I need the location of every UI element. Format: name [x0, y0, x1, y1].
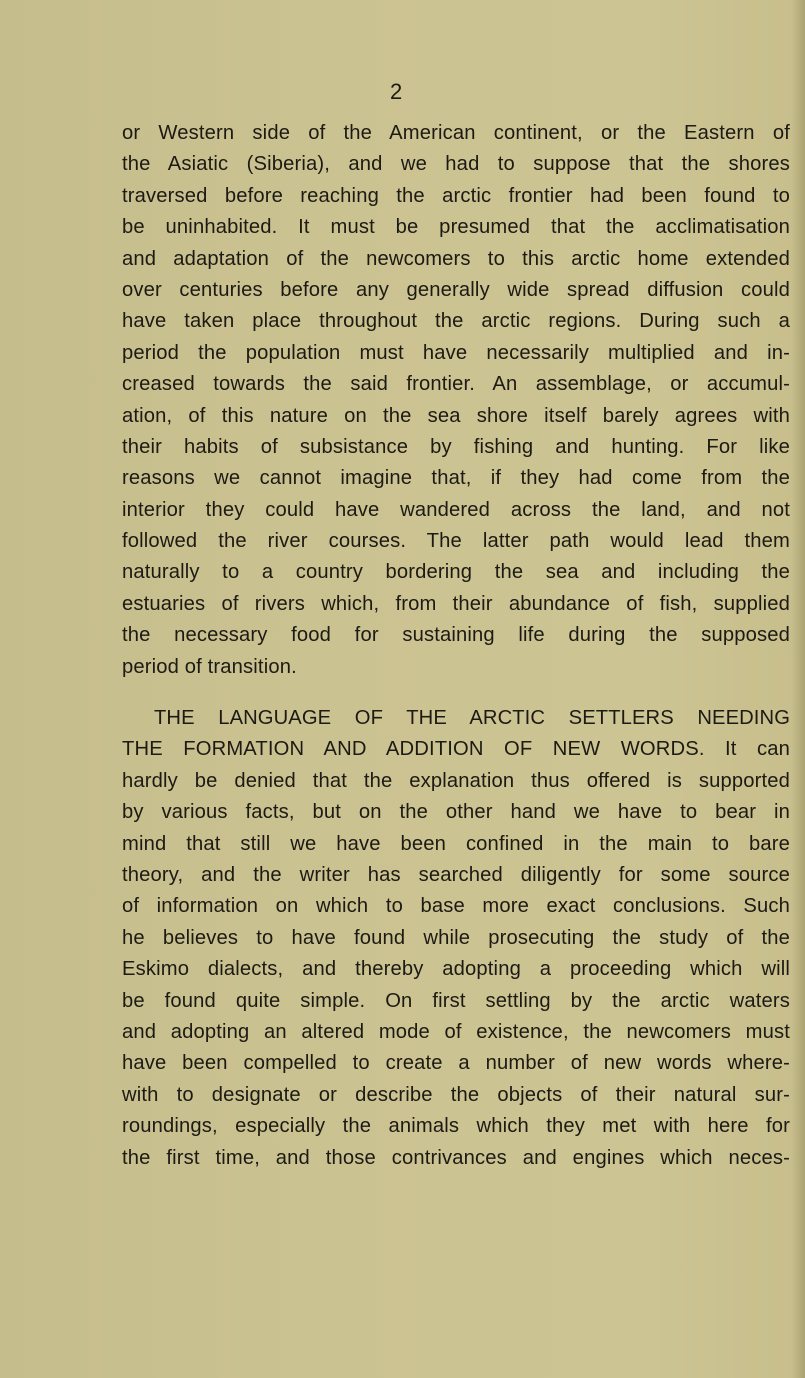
text-line: be uninhabited. It must be presumed that the acclimatisation: [122, 216, 790, 239]
text-line: or Western side of the American continent, or the Eastern of: [122, 122, 790, 144]
text-line: have taken place throughout the arctic regions. During such a: [122, 310, 790, 333]
text-line: roundings, especially the animals which they met with here for: [122, 1115, 790, 1138]
text-line: he believes to have found while prosecuting the study of the: [122, 926, 790, 949]
text-line: of information on which to base more exact conclusions. Such: [122, 895, 790, 918]
text-line: with to designate or describe the objects of their natural sur-: [122, 1083, 790, 1106]
text-line: period the population must have necessarily multiplied and in-: [122, 341, 790, 364]
text-line: Eskimo dialects, and thereby adopting a proceeding which will: [122, 958, 790, 981]
section-heading-line: THE FORMATION AND ADDITION OF NEW WORDS. It can: [122, 738, 790, 761]
text-line: over centuries before any generally wide spread diffusion could: [122, 278, 790, 301]
page-edge-shadow: [791, 0, 805, 1378]
paragraph-gap: [122, 683, 790, 703]
text-line: the necessary food for sustaining life during the supposed: [122, 624, 790, 647]
text-line: and adopting an altered mode of existence, the newcomers must: [122, 1020, 790, 1043]
text-line: hardly be denied that the explanation thus offered is supported: [122, 769, 790, 792]
text-line: the first time, and those contrivances and engines which neces-: [122, 1146, 790, 1169]
text-line: naturally to a country bordering the sea and including the: [122, 561, 790, 584]
text-line: traversed before reaching the arctic frontier had been found to: [122, 184, 790, 207]
text-line: creased towards the said frontier. An assemblage, or accumul-: [122, 373, 790, 396]
page-number: 2: [390, 79, 403, 104]
text-line: their habits of subsistance by fishing and hunting. For like: [122, 435, 790, 458]
text-line: followed the river courses. The latter path would lead them: [122, 530, 790, 553]
text-line: interior they could have wandered across the land, and not: [122, 498, 790, 521]
paragraph-2: [122, 703, 790, 1174]
text-line: and adaptation of the newcomers to this arctic home extended: [122, 247, 790, 270]
text-line: mind that still we have been confined in the main to bare: [122, 832, 790, 855]
paragraph-1: [122, 118, 790, 683]
section-heading-line: THE LANGUAGE OF THE ARCTIC SETTLERS NEEDING: [154, 707, 790, 730]
text-line: be found quite simple. On first settling by the arctic waters: [122, 989, 790, 1012]
text-line: period of transition.: [122, 655, 297, 678]
text-line: the Asiatic (Siberia), and we had to suppose that the shores: [122, 153, 790, 176]
text-line: estuaries of rivers which, from their abundance of fish, supplied: [122, 592, 790, 615]
text-line: by various facts, but on the other hand we have to bear in: [122, 801, 790, 824]
text-line: theory, and the writer has searched diligently for some source: [122, 863, 790, 886]
page-body: [122, 118, 790, 1174]
text-line: reasons we cannot imagine that, if they had come from the: [122, 467, 790, 490]
text-line: have been compelled to create a number of new words where-: [122, 1052, 790, 1075]
text-line: ation, of this nature on the sea shore itself barely agrees with: [122, 404, 790, 427]
